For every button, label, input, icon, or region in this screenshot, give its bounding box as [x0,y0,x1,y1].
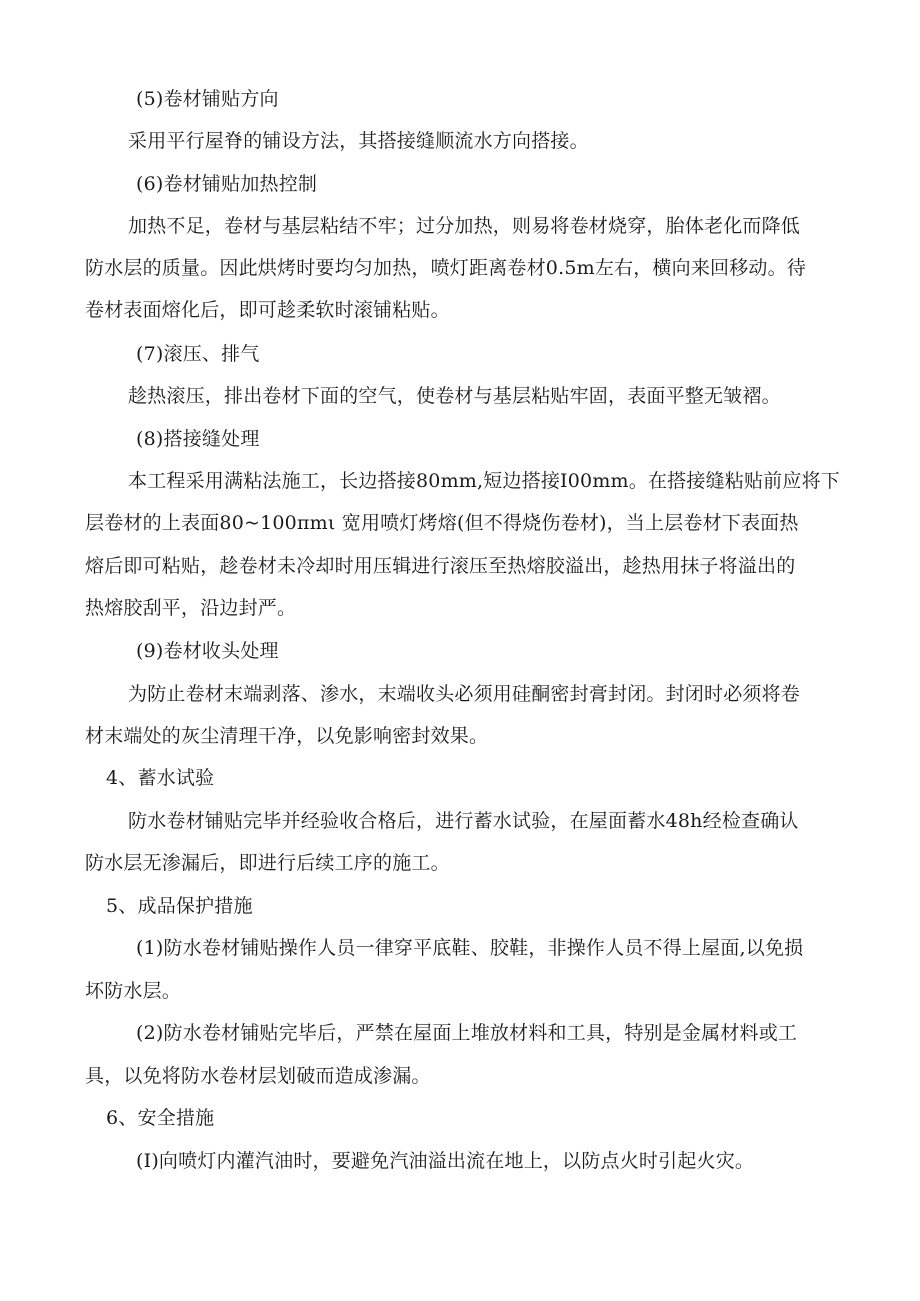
paragraph-line: 为防止卷材末端剥落、渗水，末端收头必须用硅酮密封膏封闭。封闭时必须将卷 [128,683,801,705]
heading-heating-control: (6)卷材铺贴加热控制 [136,173,318,195]
heading-rolling-venting: (7)滚压、排气 [136,343,260,365]
paragraph-line: 防水层无渗漏后，即进行后续工序的施工。 [85,852,450,874]
paragraph-line: 加热不足，卷材与基层粘结不牢；过分加热，则易将卷材烧穿，胎体老化而降低 [128,215,801,237]
paragraph-line: 卷材表面熔化后，即可趁柔软时滚铺粘贴。 [85,299,450,321]
paragraph-line: 热熔胶刮平，沿边封严。 [85,597,297,619]
heading-water-test: 4、蓄水试验 [106,767,215,789]
heading-edge-finishing: (9)卷材收头处理 [136,640,279,662]
paragraph-line: 材末端处的灰尘清理干净，以免影响密封效果。 [85,725,489,747]
heading-rolling-direction: (5)卷材铺贴方向 [136,88,279,110]
paragraph-line: 防水卷材铺贴完毕并经验收合格后，进行蓄水试验，在屋面蓄水48h经检查确认 [128,810,799,832]
paragraph-line: 趁热滚压，排出卷材下面的空气，使卷材与基层粘贴牢固，表面平整无皱褶。 [128,385,781,407]
heading-seam-treatment: (8)搭接缝处理 [136,428,260,450]
heading-product-protection: 5、成品保护措施 [106,895,253,917]
paragraph-line: 熔后即可粘贴，趁卷材未冷却时用压辑进行滚压至热熔胶溢出，趁热用抹子将溢出的 [85,555,796,577]
paragraph-line: 防水层的质量。因此烘烤时要均匀加热，喷灯距离卷材0.5m左右，横向来回移动。待 [85,257,807,279]
paragraph-line: 采用平行屋脊的铺设方法，其搭接缝顺流水方向搭接。 [128,130,589,152]
paragraph-line: (1)防水卷材铺贴操作人员一律穿平底鞋、胶鞋，非操作人员不得上屋面,以免损 [136,937,804,959]
paragraph-line: (I)向喷灯内灌汽油时，要避免汽油溢出流在地上，以防点火时引起火灾。 [136,1150,755,1172]
paragraph-line: 具，以免将防水卷材层划破而造成渗漏。 [85,1065,431,1087]
paragraph-line: (2)防水卷材铺贴完毕后，严禁在屋面上堆放材料和工具，特别是金属材料或工 [136,1022,798,1044]
paragraph-line: 坏防水层。 [85,980,182,1002]
heading-safety-measures: 6、安全措施 [106,1107,215,1129]
paragraph-line: 本工程采用满粘法施工，长边搭接80mm,短边搭接I00mm。在搭接缝粘贴前应将下 [128,470,840,492]
paragraph-line: 层卷材的上表面80~100πmι 宽用喷灯烤熔(但不得烧伤卷材)，当上层卷材下表面热 [85,512,799,534]
